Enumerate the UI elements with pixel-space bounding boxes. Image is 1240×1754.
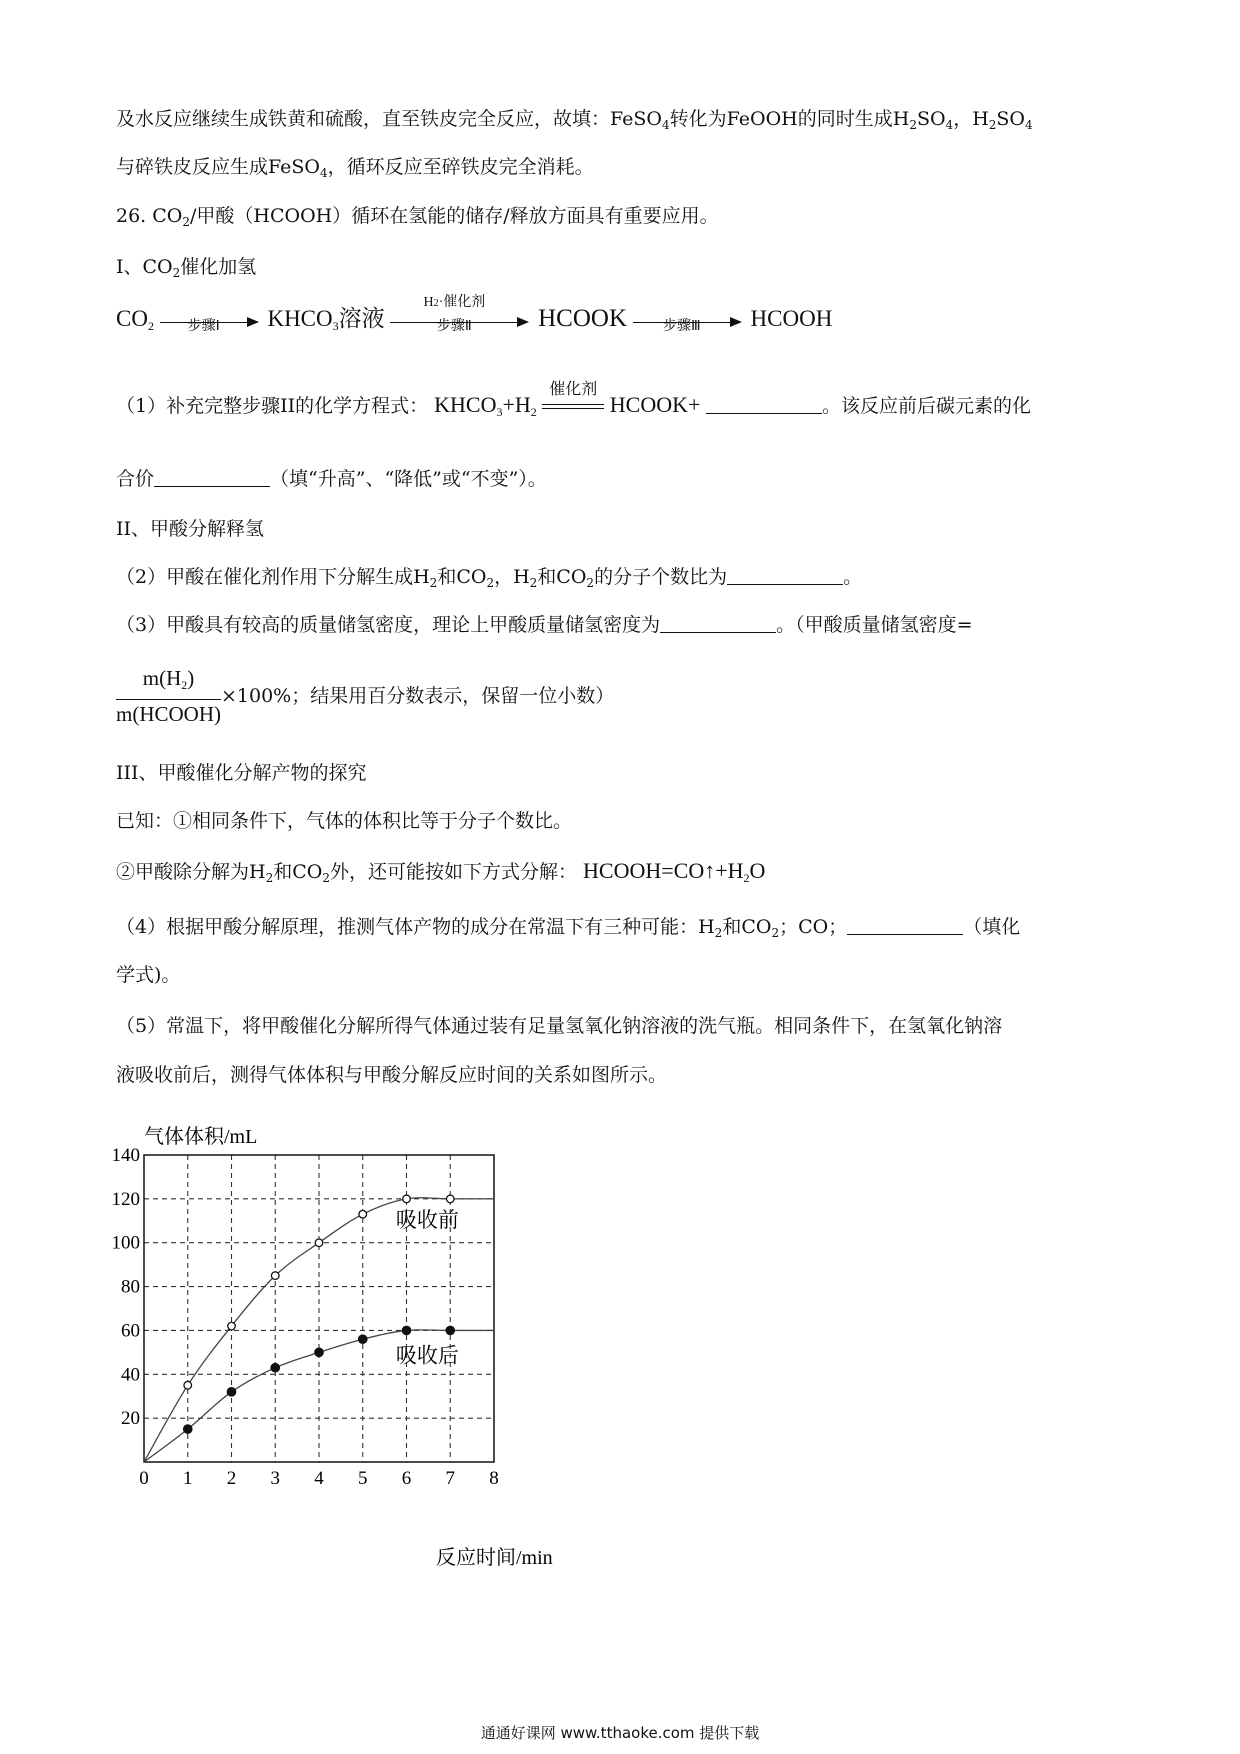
data-point xyxy=(403,1195,411,1203)
text: 。 xyxy=(843,566,863,588)
formula-hcook: HCOOK xyxy=(538,305,628,332)
question-4-cont xyxy=(116,962,180,988)
x-tick-label: 7 xyxy=(445,1468,455,1489)
text: SO xyxy=(996,108,1025,130)
section-i-heading xyxy=(116,254,256,286)
formula-khco3: KHCO xyxy=(267,306,333,331)
subscript: 2 xyxy=(529,576,538,590)
text: （4）根据甲酸分解原理，推测气体产物的成分在常温下有三种可能：H xyxy=(116,916,715,938)
formula: KHCO xyxy=(434,392,497,417)
text: （1）补充完整步骤II的化学方程式： xyxy=(116,395,429,417)
equals-sign-catalyst xyxy=(542,379,604,409)
subscript: 2 xyxy=(322,871,330,885)
answer-blank-3[interactable] xyxy=(660,614,776,633)
y-tick-label: 20 xyxy=(121,1408,140,1430)
text: （5）常温下，将甲酸催化分解所得气体通过装有足量氢氧化钠溶液的洗气瓶。相同条件下，在氢氧化钠溶 xyxy=(116,1015,1003,1037)
density-formula xyxy=(116,664,614,728)
subscript: 2 xyxy=(743,871,750,885)
formula-hcooh: HCOOH xyxy=(750,306,833,331)
data-point xyxy=(227,1388,235,1396)
text: III、甲酸催化分解产物的探究 xyxy=(116,762,367,784)
question-5-cont xyxy=(116,1062,667,1088)
data-point xyxy=(446,1195,454,1203)
data-point xyxy=(271,1272,279,1280)
subscript: 2 xyxy=(486,576,495,590)
arrow-label-bottom: 步骤Ⅲ xyxy=(662,318,701,334)
text: 的分子个数比为 xyxy=(594,566,728,588)
arrow-head xyxy=(247,317,259,327)
known-1 xyxy=(116,808,572,834)
text: ②甲酸除分解为H xyxy=(116,861,266,883)
subscript: 3 xyxy=(496,405,503,419)
formula: HCOOK+ xyxy=(609,392,701,417)
text: （3）甲酸具有较高的质量储氢密度，理论上甲酸质量储氢密度为 xyxy=(116,614,661,636)
text: ×100%；结果用百分数表示，保留一位小数） xyxy=(221,685,615,707)
subscript: 2 xyxy=(433,297,439,309)
series-label: 吸收后 xyxy=(395,1343,459,1368)
equals-line xyxy=(542,408,604,409)
subscript: 3 xyxy=(332,319,339,333)
arrow-head xyxy=(517,317,529,327)
x-tick-label: 6 xyxy=(401,1468,412,1489)
text: ) xyxy=(187,666,195,690)
question-1-cont xyxy=(116,466,547,492)
chart-grid xyxy=(144,1155,494,1462)
arrow-step3 xyxy=(633,308,745,334)
subscript: 4 xyxy=(319,166,328,180)
subscript: 2 xyxy=(265,871,274,885)
data-point xyxy=(446,1326,454,1334)
y-tick-label: 60 xyxy=(121,1320,140,1342)
text: （填化 xyxy=(963,916,1021,938)
x-tick-label: 4 xyxy=(314,1468,324,1489)
page-footer: 通通好课网 www.tthaoke.com 提供下载 xyxy=(480,1724,760,1742)
section-ii-heading xyxy=(116,516,264,542)
subscript: 2 xyxy=(714,926,723,940)
text-line-2 xyxy=(116,154,594,186)
arrow-head xyxy=(730,317,742,327)
subscript: 2 xyxy=(147,319,154,333)
arrow-step1 xyxy=(160,308,262,334)
text: ，H xyxy=(494,566,530,588)
arrow-label-top xyxy=(390,290,518,317)
text: 催化加氢 xyxy=(180,256,257,278)
arrow-label-bottom: 步骤Ⅱ xyxy=(436,318,472,334)
series-label: 吸收前 xyxy=(395,1207,459,1232)
formula: HCOOH=CO xyxy=(583,858,705,883)
text: 及水反应继续生成铁黄和硫酸，直至铁皮完全反应，故填：FeSO xyxy=(116,108,662,130)
data-point xyxy=(359,1210,367,1218)
text: 和CO xyxy=(273,861,323,883)
subscript: 2 xyxy=(909,118,917,132)
subscript: 2 xyxy=(429,576,438,590)
gas-arrow-icon: ↑ xyxy=(704,858,716,883)
answer-blank-1b[interactable] xyxy=(154,468,270,487)
subscript: 2 xyxy=(181,678,188,692)
y-tick-label: 120 xyxy=(111,1188,140,1210)
data-point xyxy=(315,1239,323,1247)
formula: +H xyxy=(502,392,531,417)
text: 学式)。 xyxy=(116,964,181,986)
x-tick-label: 1 xyxy=(183,1468,193,1489)
text: I、CO xyxy=(116,256,173,278)
formula: O xyxy=(749,858,766,883)
text: 和CO xyxy=(537,566,587,588)
text: 液吸收前后，测得气体体积与甲酸分解反应时间的关系如图所示。 xyxy=(116,1064,668,1086)
subscript: 4 xyxy=(945,118,954,132)
y-tick-label: 40 xyxy=(121,1364,140,1386)
text: 。该反应前后碳元素的化 xyxy=(821,395,1031,417)
subscript: 2 xyxy=(182,215,191,229)
text: m(H xyxy=(142,666,182,690)
x-tick-label: 2 xyxy=(226,1468,237,1489)
question-2 xyxy=(116,564,862,596)
subscript: 2 xyxy=(172,266,181,280)
question-26-stem xyxy=(116,203,719,235)
reaction-scheme xyxy=(116,294,833,339)
text: 和CO xyxy=(722,916,772,938)
y-axis-label: 气体体积/mL xyxy=(144,1126,258,1148)
text: ，H xyxy=(953,108,989,130)
text: 与碎铁皮反应生成FeSO xyxy=(116,156,320,178)
text: 溶液 xyxy=(338,306,385,331)
gas-volume-chart xyxy=(110,1115,590,1590)
text: 和CO xyxy=(437,566,487,588)
subscript: 4 xyxy=(661,118,670,132)
subscript: 2 xyxy=(771,926,780,940)
y-tick-label: 140 xyxy=(111,1145,140,1166)
text: II、甲酸分解释氢 xyxy=(116,518,265,540)
subscript: 2 xyxy=(988,118,997,132)
text: 转化为FeOOH的同时生成H xyxy=(669,108,910,130)
known-2 xyxy=(116,858,765,891)
chart-ticks xyxy=(112,1145,499,1489)
subscript: 4 xyxy=(1025,118,1033,132)
question-4 xyxy=(116,914,1020,946)
question-5 xyxy=(116,1013,1002,1039)
answer-blank-2[interactable] xyxy=(727,566,843,585)
data-point xyxy=(271,1364,279,1372)
equation-decomposition xyxy=(583,858,765,883)
formula-co2: CO xyxy=(116,306,148,331)
equals-line xyxy=(542,404,604,405)
data-point xyxy=(402,1326,410,1334)
text: （填“升高”、“降低”或“不变”）。 xyxy=(270,468,547,490)
y-tick-label: 80 xyxy=(121,1276,140,1298)
text: ；CO； xyxy=(779,916,848,938)
text: SO xyxy=(916,108,946,130)
x-tick-label: 5 xyxy=(358,1468,368,1489)
y-tick-label: 100 xyxy=(111,1232,140,1254)
data-point xyxy=(184,1381,192,1389)
text: 合价 xyxy=(116,468,155,490)
text: ·催化剂 xyxy=(438,294,486,310)
x-axis-label: 反应时间/min xyxy=(436,1547,553,1569)
answer-blank-4[interactable] xyxy=(847,916,963,935)
data-point xyxy=(359,1335,367,1343)
data-point xyxy=(315,1348,323,1356)
answer-blank-1a[interactable] xyxy=(706,395,822,414)
text: （2）甲酸在催化剂作用下分解生成H xyxy=(116,566,430,588)
text: 外，还可能按如下方式分解： xyxy=(329,861,577,883)
formula: +H xyxy=(715,858,744,883)
fraction-numerator xyxy=(116,664,221,700)
arrow-label-bottom: 步骤Ⅰ xyxy=(187,318,220,334)
text: ，循环反应至碎铁皮完全消耗。 xyxy=(327,156,594,178)
text: 已知：①相同条件下，气体的体积比等于分子个数比。 xyxy=(116,810,573,832)
fraction xyxy=(116,664,221,728)
x-tick-label: 3 xyxy=(270,1468,280,1489)
data-point xyxy=(184,1425,192,1433)
text: H xyxy=(423,294,434,310)
text: 26. CO xyxy=(116,205,183,227)
section-iii-heading xyxy=(116,760,367,786)
question-3 xyxy=(116,612,973,638)
catalyst-label: 催化剂 xyxy=(549,379,598,399)
x-tick-label: 8 xyxy=(489,1468,499,1489)
question-1 xyxy=(116,379,1031,425)
text-line-1 xyxy=(116,106,1033,138)
x-tick-label: 0 xyxy=(139,1468,149,1489)
subscript: 2 xyxy=(586,576,595,590)
text: 。（甲酸质量储氢密度= xyxy=(776,614,973,636)
subscript: 2 xyxy=(530,405,537,419)
data-point xyxy=(228,1322,236,1330)
arrow-step2 xyxy=(390,294,532,334)
text: /甲酸（HCOOH）循环在氢能的储存/释放方面具有重要应用。 xyxy=(190,205,719,227)
fraction-denominator: m(HCOOH) xyxy=(116,702,221,726)
equation-step2 xyxy=(434,379,706,419)
